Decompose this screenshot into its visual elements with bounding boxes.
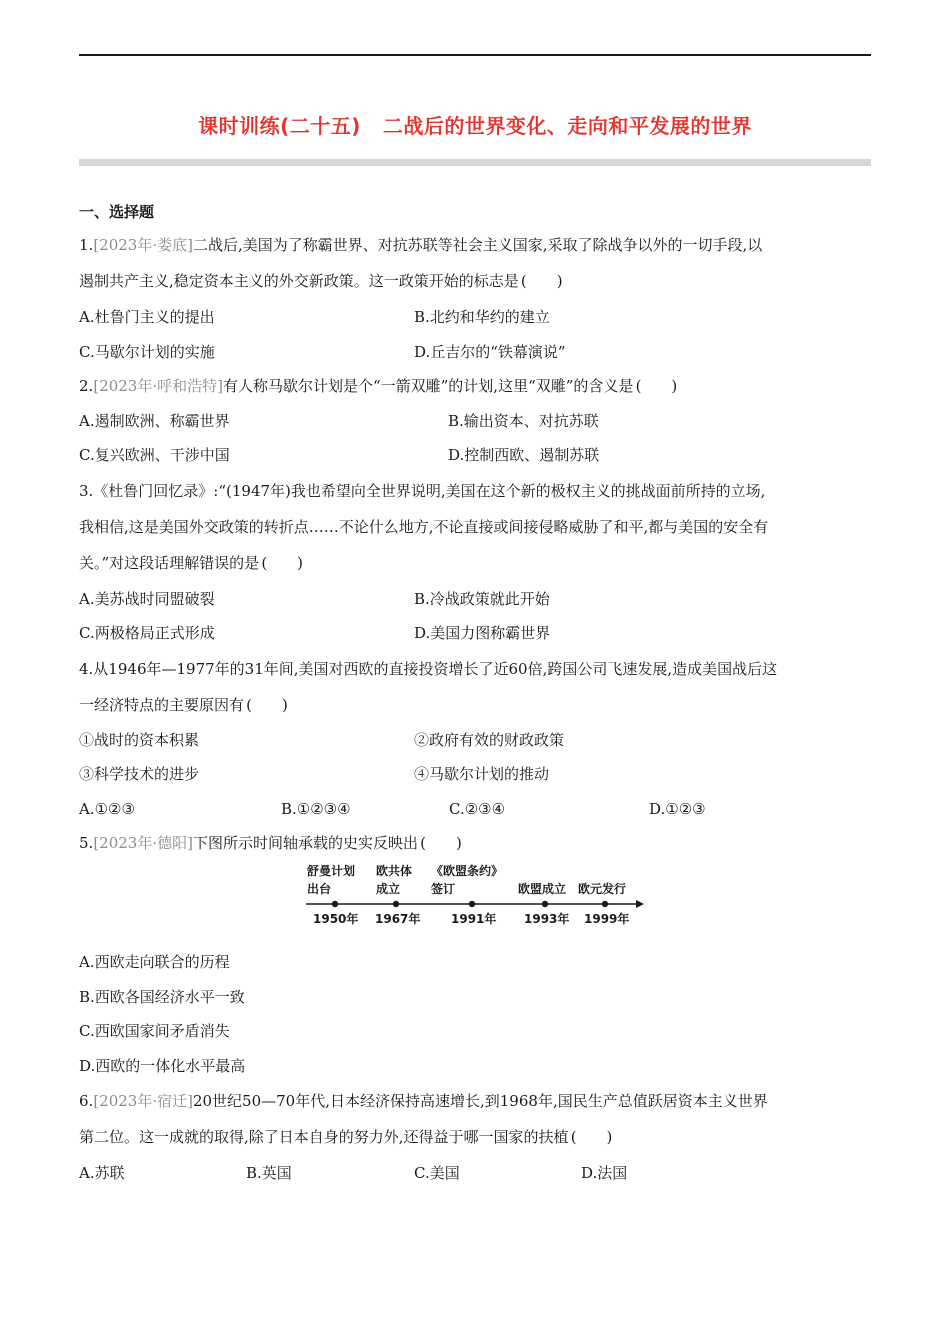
q6-option-d: D.法国 bbox=[581, 1164, 628, 1182]
q4-statement-1: ①战时的资本积累 bbox=[79, 731, 200, 749]
timeline-year-1950: 1950年 bbox=[313, 912, 359, 926]
timeline-year-1967: 1967年 bbox=[375, 912, 421, 926]
q2-option-a: A.遏制欧洲、称霸世界 bbox=[79, 412, 230, 430]
timeline-event-4: 欧盟成立 bbox=[518, 882, 567, 896]
timeline-dot-1991 bbox=[469, 901, 475, 907]
timeline-event-1-line1: 舒曼计划 bbox=[307, 864, 356, 878]
q1-line1 bbox=[79, 234, 762, 256]
timeline-dot-1993 bbox=[542, 901, 548, 907]
timeline-event-5: 欧元发行 bbox=[578, 882, 627, 896]
timeline-dot-1967 bbox=[393, 901, 399, 907]
q6-answer-paren: ( ) bbox=[570, 1128, 613, 1146]
q4-statement-2: ②政府有效的财政政策 bbox=[414, 731, 565, 749]
q1-source: [2023年·娄底] bbox=[93, 236, 193, 254]
q3-answer-paren: ( ) bbox=[261, 554, 304, 572]
q4-statement-4: ④马歇尔计划的推动 bbox=[414, 765, 550, 783]
q6-option-c: C.美国 bbox=[414, 1164, 460, 1182]
q2-line1 bbox=[79, 375, 679, 397]
q2-option-b: B.输出资本、对抗苏联 bbox=[448, 412, 599, 430]
q4-option-b: B.①②③④ bbox=[281, 800, 351, 818]
q5-source: [2023年·德阳] bbox=[93, 834, 193, 852]
q2-answer-paren: ( ) bbox=[635, 377, 678, 395]
q6-number: 6. bbox=[79, 1092, 94, 1110]
q3-option-a: A.美苏战时同盟破裂 bbox=[79, 590, 215, 608]
q4-option-d: D.①②③ bbox=[649, 800, 706, 818]
timeline-dot-1950 bbox=[332, 901, 338, 907]
timeline-event-2-line1: 欧共体 bbox=[376, 864, 413, 878]
q6-option-b: B.英国 bbox=[246, 1164, 292, 1182]
q4-option-c: C.②③④ bbox=[449, 800, 506, 818]
q5-number: 5. bbox=[79, 834, 94, 852]
q6-text1: 20世纪50—70年代,日本经济保持高速增长,到1968年,国民生产总值跃居资本主义世界 bbox=[192, 1092, 768, 1110]
title-underline-bar bbox=[79, 159, 871, 166]
q4-line2 bbox=[79, 694, 290, 716]
q4-statement-3: ③科学技术的进步 bbox=[79, 765, 200, 783]
top-rule bbox=[79, 54, 871, 56]
q6-option-a: A.苏联 bbox=[79, 1164, 125, 1182]
q5-option-c: C.西欧国家间矛盾消失 bbox=[79, 1022, 230, 1040]
q2-option-c: C.复兴欧洲、干涉中国 bbox=[79, 446, 230, 464]
timeline-year-1993: 1993年 bbox=[524, 912, 570, 926]
q2-text1: 有人称马歇尔计划是个“一箭双雕”的计划,这里“双雕”的含义是 bbox=[222, 377, 634, 395]
q1-option-c: C.马歇尔计划的实施 bbox=[79, 343, 215, 361]
q1-number: 1. bbox=[79, 236, 94, 254]
timeline-year-1999: 1999年 bbox=[584, 912, 630, 926]
q1-option-b: B.北约和华约的建立 bbox=[414, 308, 550, 326]
q3-line2: 我相信,这是美国外交政策的转折点……不论什么地方,不论直接或间接侵略威胁了和平,都与美国的安全有 bbox=[79, 518, 769, 536]
q5-line1 bbox=[79, 832, 464, 854]
title-part2: 二战后的世界变化、走向和平发展的世界 bbox=[382, 114, 752, 138]
q5-option-d: D.西欧的一体化水平最高 bbox=[79, 1057, 246, 1075]
q4-text2: 一经济特点的主要原因有 bbox=[79, 696, 245, 714]
q5-option-b: B.西欧各国经济水平一致 bbox=[79, 988, 245, 1006]
q6-line1 bbox=[79, 1090, 768, 1112]
q6-text2: 第二位。这一成就的取得,除了日本自身的努力外,还得益于哪一国家的扶植 bbox=[79, 1128, 569, 1146]
timeline-event-3-line2: 签订 bbox=[431, 882, 456, 896]
q6-line2 bbox=[79, 1126, 615, 1148]
q5-answer-paren: ( ) bbox=[420, 834, 462, 852]
q3-text3: 关。”对这段话理解错误的是 bbox=[79, 554, 260, 572]
q3-line1: 3.《杜鲁门回忆录》:“(1947年)我也希望向全世界说明,美国在这个新的极权主义的挑战面前所持的立场, bbox=[79, 482, 766, 500]
q2-option-d: D.控制西欧、遏制苏联 bbox=[448, 446, 600, 464]
q3-option-d: D.美国力图称霸世界 bbox=[414, 624, 551, 642]
q4-option-a: A.①②③ bbox=[79, 800, 135, 818]
q3-line3 bbox=[79, 552, 305, 574]
section-heading: 一、选择题 bbox=[79, 203, 155, 221]
q1-answer-paren: ( ) bbox=[520, 272, 563, 290]
timeline-event-3-line1: 《欧盟条约》 bbox=[431, 864, 504, 878]
q2-source: [2023年·呼和浩特] bbox=[93, 377, 223, 395]
q6-source: [2023年·宿迁] bbox=[93, 1092, 193, 1110]
timeline-event-2-line2: 成立 bbox=[376, 882, 401, 896]
q2-number: 2. bbox=[79, 377, 94, 395]
q3-option-b: B.冷战政策就此开始 bbox=[414, 590, 550, 608]
q1-text1: 二战后,美国为了称霸世界、对抗苏联等社会主义国家,采取了除战争以外的一切手段,以 bbox=[192, 236, 763, 254]
q4-line1: 4.从1946年—1977年的31年间,美国对西欧的直接投资增长了近60倍,跨国公司飞速发展,造成美国战后这 bbox=[79, 660, 778, 678]
title-part1: 课时训练(二十五) bbox=[198, 114, 361, 138]
q5-option-a: A.西欧走向联合的历程 bbox=[79, 953, 230, 971]
q3-option-c: C.两极格局正式形成 bbox=[79, 624, 215, 642]
timeline-event-1-line2: 出台 bbox=[307, 882, 332, 896]
timeline-dot-1999 bbox=[602, 901, 608, 907]
q1-text2: 遏制共产主义,稳定资本主义的外交新政策。这一政策开始的标志是 bbox=[79, 272, 519, 290]
q5-text1: 下图所示时间轴承载的史实反映出 bbox=[192, 834, 418, 852]
q1-option-a: A.杜鲁门主义的提出 bbox=[79, 308, 215, 326]
page-title bbox=[79, 110, 871, 139]
q4-answer-paren: ( ) bbox=[246, 696, 288, 714]
timeline-year-1991: 1991年 bbox=[451, 912, 497, 926]
timeline-arrow-icon bbox=[636, 900, 644, 908]
q1-line2 bbox=[79, 270, 565, 292]
q1-option-d: D.丘吉尔的“铁幕演说” bbox=[414, 343, 566, 361]
